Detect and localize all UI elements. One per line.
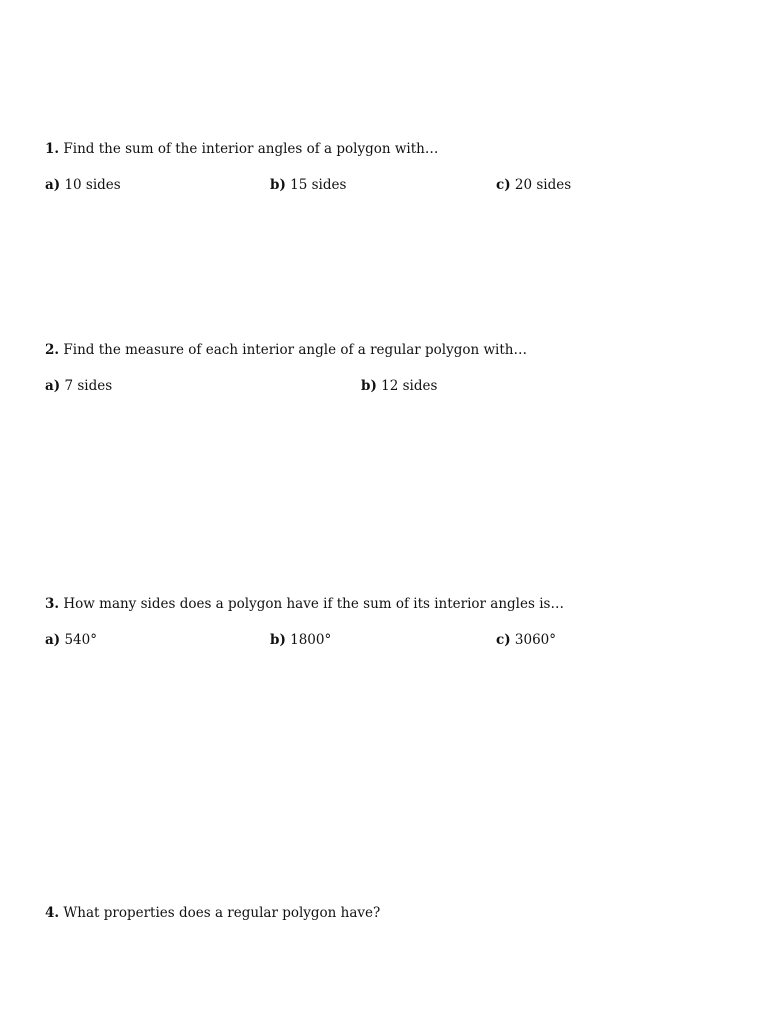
question-prompt: How many sides does a polygon have if the sum of its interior angles is… (63, 596, 564, 612)
option-text: 540° (64, 632, 97, 648)
option-label: a) (45, 632, 61, 648)
option-label: b) (270, 632, 286, 648)
question-3-option-c (496, 631, 556, 649)
question-number: 4. (45, 905, 60, 921)
question-number: 3. (45, 596, 60, 612)
option-label: b) (361, 378, 377, 394)
option-text: 15 sides (290, 177, 347, 193)
question-2 (45, 341, 527, 359)
question-prompt: Find the sum of the interior angles of a polygon with… (63, 141, 439, 157)
question-1-option-a (45, 176, 121, 194)
question-4 (45, 904, 380, 922)
option-text: 20 sides (514, 177, 572, 193)
question-3 (45, 595, 564, 613)
question-3-option-b (270, 631, 331, 649)
question-2-option-a (45, 377, 112, 395)
option-label: c) (496, 177, 511, 193)
option-text: 12 sides (381, 378, 438, 394)
option-label: c) (496, 632, 511, 648)
question-number: 1. (45, 141, 60, 157)
question-number: 2. (45, 342, 60, 358)
question-1-option-c (496, 176, 571, 194)
option-label: b) (270, 177, 286, 193)
question-2-option-b (361, 377, 437, 395)
question-prompt: Find the measure of each interior angle of a regular polygon with… (63, 342, 527, 358)
option-label: a) (45, 378, 61, 394)
option-text: 10 sides (64, 177, 121, 193)
question-1-option-b (270, 176, 346, 194)
question-3-option-a (45, 631, 97, 649)
option-text: 3060° (514, 632, 557, 648)
question-prompt: What properties does a regular polygon have? (63, 905, 381, 921)
option-text: 7 sides (64, 378, 113, 394)
option-text: 1800° (290, 632, 332, 648)
option-label: a) (45, 177, 61, 193)
question-1 (45, 140, 438, 158)
